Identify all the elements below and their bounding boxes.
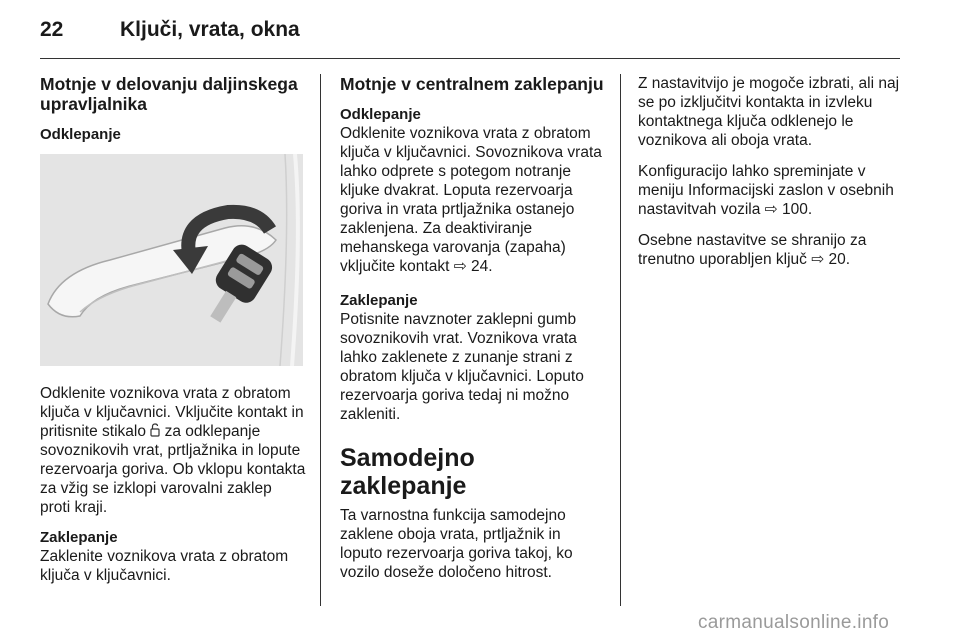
- key-door-figure: [40, 154, 303, 366]
- page-reference-link[interactable]: 24.: [471, 258, 493, 275]
- unlock-instructions: Odklenite voznikova vrata z obratom ključa v ključavnici. Sovoznikova vrata lahko odprete s potegom notranje kljuke dvakrat. Loputa rezervoarja goriva in vrata prtljažnika ostanejo zaklenjena. Za deaktiviranje mehanskega varovanja (zapaha) vključite kontakt ⇨ 24.: [340, 125, 602, 275]
- reference-arrow-icon: ⇨: [453, 258, 467, 275]
- column-3: [638, 74, 908, 281]
- column-2: [340, 74, 605, 594]
- reference-arrow-icon: ⇨: [764, 201, 778, 218]
- unlock-instructions: Odklenite voznikova vrata z obratom ključa v ključavnici. Vključite kontakt in pritisnite stikalo za odklepanje sovoznikovih vrat, prtljažnika in lopute rezervoarja goriva. Ob vklopu kontakta za vžig se izklopi varovalni zaklep proti kraji.: [40, 385, 306, 516]
- column-divider-2: [620, 74, 621, 606]
- section-heading-central-lock-fault: Motnje v centralnem zaklepanju: [340, 74, 604, 94]
- page-reference-link[interactable]: 100.: [781, 201, 813, 218]
- column-divider-1: [320, 74, 321, 606]
- subheading-unlock: Odklepanje: [40, 126, 121, 143]
- page-number: 22: [40, 18, 64, 41]
- auto-lock-description: Ta varnostna funkcija samodejno zaklene oboja vrata, prtljažnik in loputo rezervoarja goriva takoj, ko vozilo doseže določeno hitrost.: [340, 507, 573, 581]
- section-heading-remote-fault: Motnje v delovanju daljinskega upravljalnika: [40, 74, 298, 114]
- page-title: Ključi, vrata, okna: [120, 18, 300, 41]
- setting-description: Z nastavitvijo je mogoče izbrati, ali naj se po izključitvi kontakta in izvleku kontaktnega ključa odklenejo le voznikova ali oboja vrata.: [638, 75, 900, 149]
- section-heading-auto-lock: Samodejno zaklepanje: [340, 444, 475, 500]
- column-1: [40, 74, 306, 597]
- page-header: [40, 18, 930, 52]
- reference-arrow-icon: ⇨: [811, 251, 825, 268]
- subheading-unlock: Odklepanje: [340, 106, 421, 123]
- key-in-door-handle-illustration: [40, 154, 303, 366]
- personal-settings-description: Osebne nastavitve se shranijo za trenutno uporabljen ključ ⇨ 20.: [638, 232, 867, 268]
- unlock-padlock-icon: [150, 423, 160, 437]
- subheading-lock: Zaklepanje: [340, 292, 418, 309]
- lock-instructions: Potisnite navznoter zaklepni gumb sovoznikovih vrat. Voznikova vrata lahko zaklenete z zunanje strani z obratom ključa v ključavnici. Loputo rezervoarja goriva tedaj ni možno zakleniti.: [340, 311, 584, 423]
- watermark: carmanualsonline.info: [698, 612, 890, 633]
- lock-instructions: Zaklenite voznikova vrata z obratom ključa v ključavnici.: [40, 548, 289, 584]
- configuration-description: Konfiguracijo lahko spreminjate v meniju Informacijski zaslon v osebnih nastavitvah vozila ⇨ 100.: [638, 163, 894, 218]
- subheading-lock: Zaklepanje: [40, 529, 118, 546]
- header-divider: [40, 58, 900, 59]
- page-reference-link[interactable]: 20.: [828, 251, 851, 268]
